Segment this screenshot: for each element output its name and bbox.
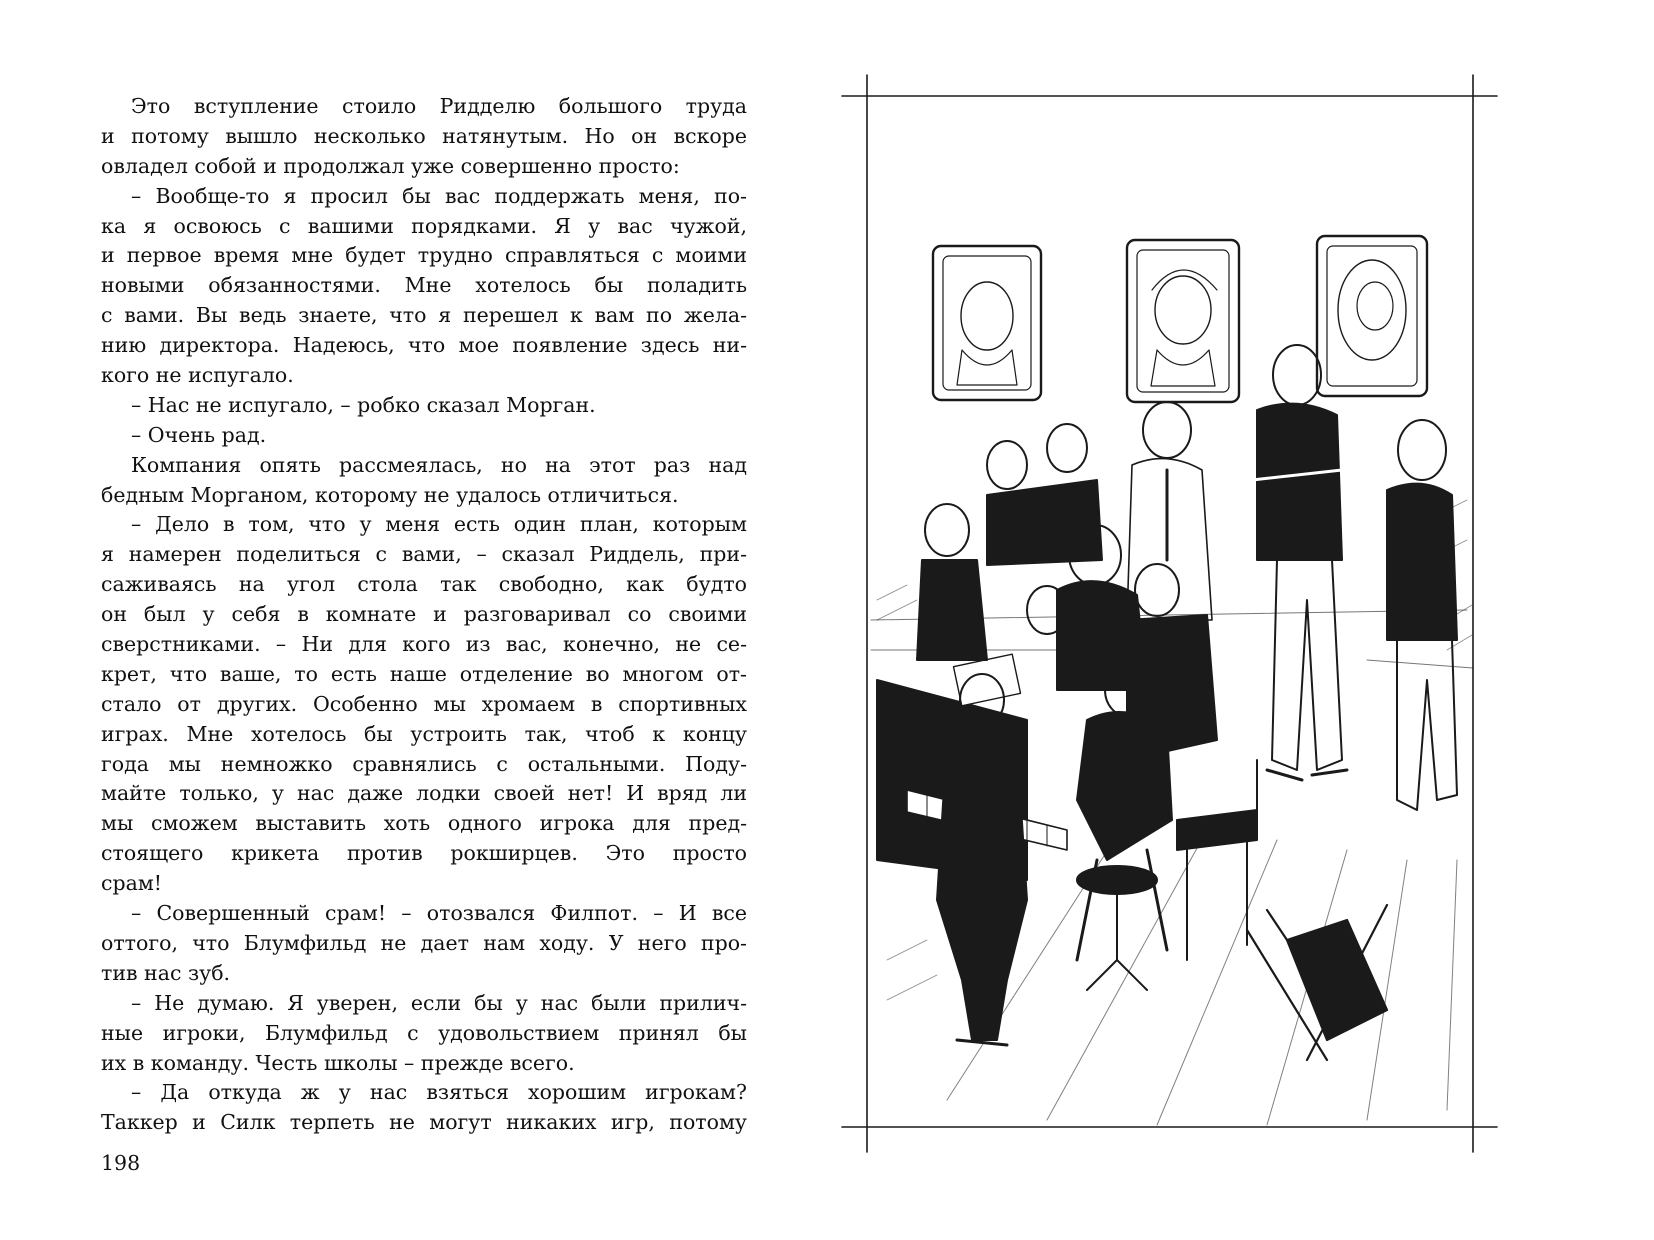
text-line: и потому вышло несколько натянутым. Но он вскоре	[101, 123, 747, 148]
right-page	[827, 0, 1654, 1240]
portrait-right	[1317, 236, 1427, 396]
text-line: саживаясь на угол стола так свободно, как будто	[101, 572, 747, 597]
text-line: Таккер и Силк терпеть не могут никаких игр, потому	[101, 1110, 747, 1135]
text-line: бедным Морганом, которому не удалось отличиться.	[101, 482, 679, 507]
text-line: играх. Мне хотелось бы устроить так, чтоб к концу	[101, 721, 747, 746]
text-line: года мы немножко сравнялись с остальными. Поду-	[101, 751, 747, 776]
text-line: новыми обязанностями. Мне хотелось бы поладить	[101, 273, 747, 298]
boy-singing-left	[917, 504, 987, 660]
text-line: ка я освоюсь с вашими порядками. Я у вас чужой,	[101, 213, 747, 238]
text-line: оттого, что Блумфильд не дает нам ходу. У него про-	[101, 930, 747, 955]
text-line: – Да откуда ж у нас взяться хорошим игрокам?	[131, 1080, 747, 1105]
text-line: тив нас зуб.	[101, 960, 231, 985]
piano-stool	[1077, 866, 1157, 990]
text-line: – Вообще-то я просил бы вас поддержать меня, по-	[131, 183, 747, 208]
text-line: – Нас не испугало, – робко сказал Морган.	[131, 392, 596, 417]
text-line: сверстниками. – Ни для кого из вас, конечно, не се-	[101, 632, 747, 657]
boy-singing-back-left	[987, 424, 1102, 565]
illustration	[827, 0, 1654, 1240]
boy-standing-center	[1127, 402, 1212, 620]
text-line: с вами. Вы ведь знаете, что я перешел к вам по жела-	[101, 303, 747, 328]
text-line: их в команду. Честь школы – прежде всего.	[101, 1050, 575, 1075]
portrait-left	[933, 246, 1041, 400]
text-line: я намерен поделиться с вами, – сказал Риддель, при-	[101, 542, 747, 567]
text-line: – Совершенный срам! – отозвался Филпот. – И все	[131, 901, 747, 926]
text-line: мы сможем выставить хоть одного игрока для пред-	[101, 811, 747, 836]
text-line: – Дело в том, что у меня есть один план, которым	[131, 512, 747, 537]
text-line: и первое время мне будет трудно справляться с моими	[101, 243, 747, 268]
chair	[1177, 760, 1257, 960]
text-line: – Не думаю. Я уверен, если бы у нас были прилич-	[131, 990, 747, 1015]
body-text	[101, 92, 747, 1138]
text-line: кого не испугало.	[101, 363, 294, 388]
page-number: 198	[101, 1151, 141, 1175]
text-line: нию директора. Надеюсь, что мое появление здесь ни-	[101, 333, 747, 358]
boy-standing-right	[1387, 420, 1457, 810]
text-line: Компания опять рассмеялась, но на этот раз над	[131, 452, 747, 477]
text-line: крет, что ваше, то есть наше отделение во многом от-	[101, 661, 747, 686]
portrait-center	[1127, 240, 1239, 402]
text-line: Это вступление стоило Ридделю большого труда	[131, 94, 747, 118]
text-line: – Очень рад.	[131, 422, 267, 447]
text-line: майте только, у нас даже лодки своей нет! И вряд ли	[101, 781, 747, 806]
text-line: ные игроки, Блумфильд с удовольствием принял бы	[101, 1020, 747, 1045]
text-line: срам!	[101, 871, 163, 896]
text-line: стоящего крикета против рокширцев. Это просто	[101, 841, 747, 866]
text-line: стало от других. Особенно мы хромаем в спортивных	[101, 691, 747, 716]
text-line: овладел собой и продолжал уже совершенно просто:	[101, 153, 680, 178]
text-line: он был у себя в комнате и разговаривал со своими	[101, 602, 747, 627]
tall-boy-arms-folded	[1252, 345, 1347, 780]
music-stand	[1247, 905, 1387, 1060]
